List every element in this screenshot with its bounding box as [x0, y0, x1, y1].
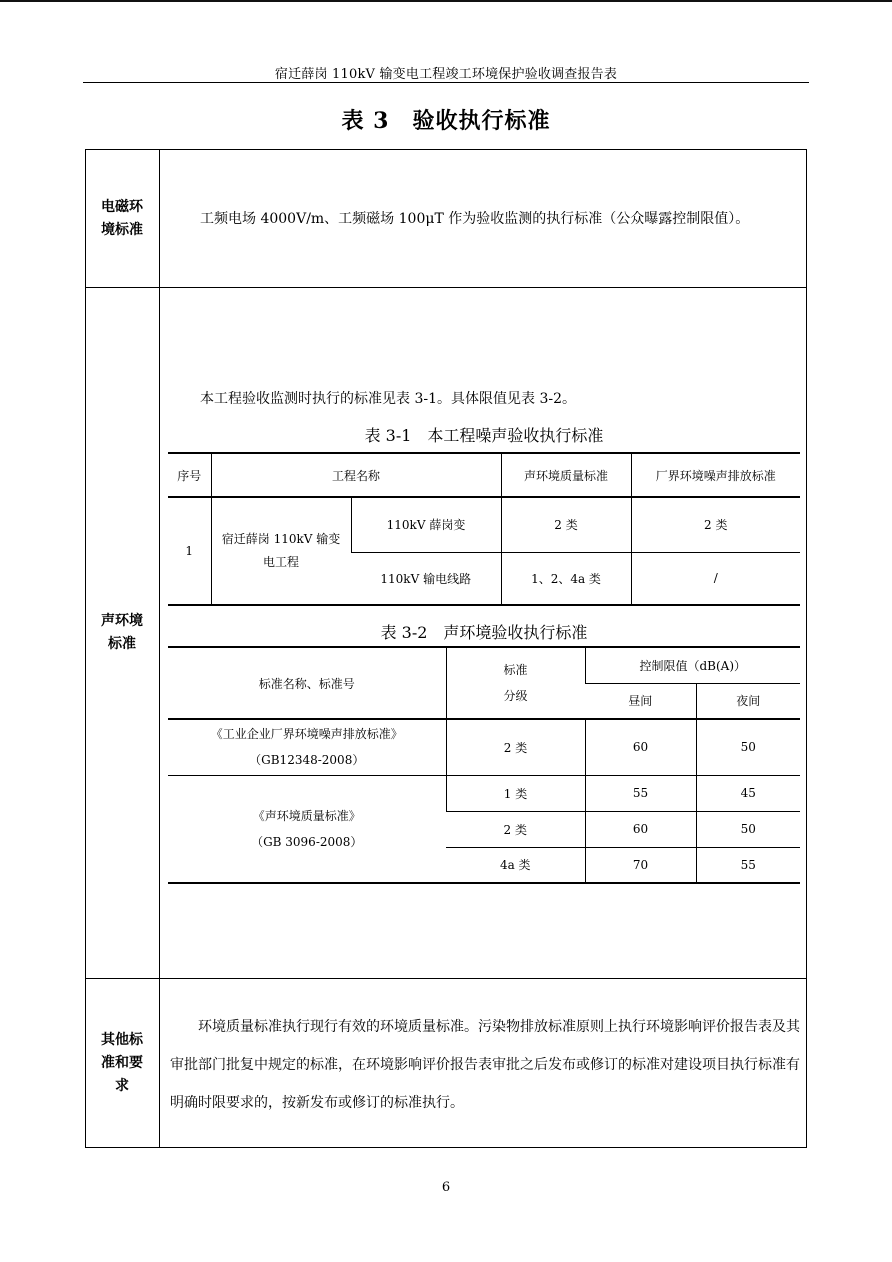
cell-day: 70 — [585, 847, 696, 883]
table-row — [168, 775, 800, 811]
table-3-1-caption: 表 3-1 本工程噪声验收执行标准 — [364, 426, 604, 445]
standard-code: （GB12348-2008） — [249, 753, 365, 768]
cell-day: 60 — [585, 811, 696, 847]
cell-standard — [168, 775, 446, 883]
cell-day: 60 — [585, 719, 696, 775]
standard-code: （GB 3096-2008） — [251, 834, 363, 849]
cell-quality: 2 类 — [501, 497, 631, 552]
cell-quality: 1、2、4a 类 — [501, 552, 631, 605]
th-day: 昼间 — [585, 683, 696, 719]
page-number: 6 — [441, 1180, 451, 1195]
cell-night: 50 — [696, 719, 800, 775]
section-divider-2 — [85, 978, 807, 979]
other-text: 环境质量标准执行现行有效的环境质量标准。污染物排放标准原则上执行环境影响评价报告表及其审批部门批复中规定的标准，在环境影响评价报告表审批之后发布或修订的标准对建设项目执行标准有明确时限要求的，按新发布或修订的标准执行。 — [170, 1019, 800, 1111]
cell-night: 45 — [696, 775, 800, 811]
cell-grade: 2 类 — [446, 811, 585, 847]
noise-intro: 本工程验收监测时执行的标准见表 3-1。具体限值见表 3-2。 — [200, 391, 576, 407]
th-project: 工程名称 — [211, 453, 501, 497]
standard-name: 《工业企业厂界环境噪声排放标准》 — [210, 727, 403, 742]
running-header: 宿迁薛岗 110kV 输变电工程竣工环境保护验收调查报告表 — [274, 67, 618, 82]
cell-night: 55 — [696, 847, 800, 883]
table-3-1 — [168, 452, 800, 606]
table-row — [168, 719, 800, 775]
table-3-2 — [168, 646, 800, 884]
electromagnetic-label: 电磁环境标准 — [101, 198, 143, 238]
cell-item-name: 110kV 输电线路 — [351, 552, 501, 605]
th-grade: 标准分级 — [446, 647, 585, 719]
cell-grade: 2 类 — [446, 719, 585, 775]
standard-name: 《声环境质量标准》 — [252, 808, 361, 823]
cell-project: 宿迁薛岗 110kV 输变电工程 — [211, 497, 351, 605]
cell-standard — [168, 719, 446, 775]
header-rule — [83, 82, 809, 83]
section-divider-1 — [85, 287, 807, 288]
cell-grade: 4a 类 — [446, 847, 585, 883]
page-top-edge — [0, 0, 892, 2]
cell-night: 50 — [696, 811, 800, 847]
page-title: 表 3 验收执行标准 — [341, 108, 551, 134]
noise-label: 声环境标准 — [101, 613, 143, 652]
cell-seq: 1 — [168, 497, 211, 605]
cell-item-name: 110kV 薛岗变 — [351, 497, 501, 552]
th-limit: 控制限值（dB(A)） — [585, 647, 800, 683]
table-3-1-header-row — [168, 453, 800, 497]
cell-day: 55 — [585, 775, 696, 811]
table-3-2-caption: 表 3-2 声环境验收执行标准 — [380, 623, 588, 642]
label-column-divider — [159, 149, 160, 1148]
th-boundary: 厂界环境噪声排放标准 — [631, 453, 800, 497]
electromagnetic-text: 工频电场 4000V/m、工频磁场 100μT 作为验收监测的执行标准（公众曝露控制限值）。 — [200, 211, 750, 227]
other-label: 其他标准和要求 — [101, 1032, 143, 1094]
table-3-2-header-row — [168, 647, 800, 683]
cell-grade: 1 类 — [446, 775, 585, 811]
th-seq: 序号 — [168, 453, 211, 497]
cell-boundary: / — [631, 552, 800, 605]
th-standard: 标准名称、标准号 — [168, 647, 446, 719]
table-row — [168, 497, 800, 552]
cell-boundary: 2 类 — [631, 497, 800, 552]
th-night: 夜间 — [696, 683, 800, 719]
th-quality: 声环境质量标准 — [501, 453, 631, 497]
